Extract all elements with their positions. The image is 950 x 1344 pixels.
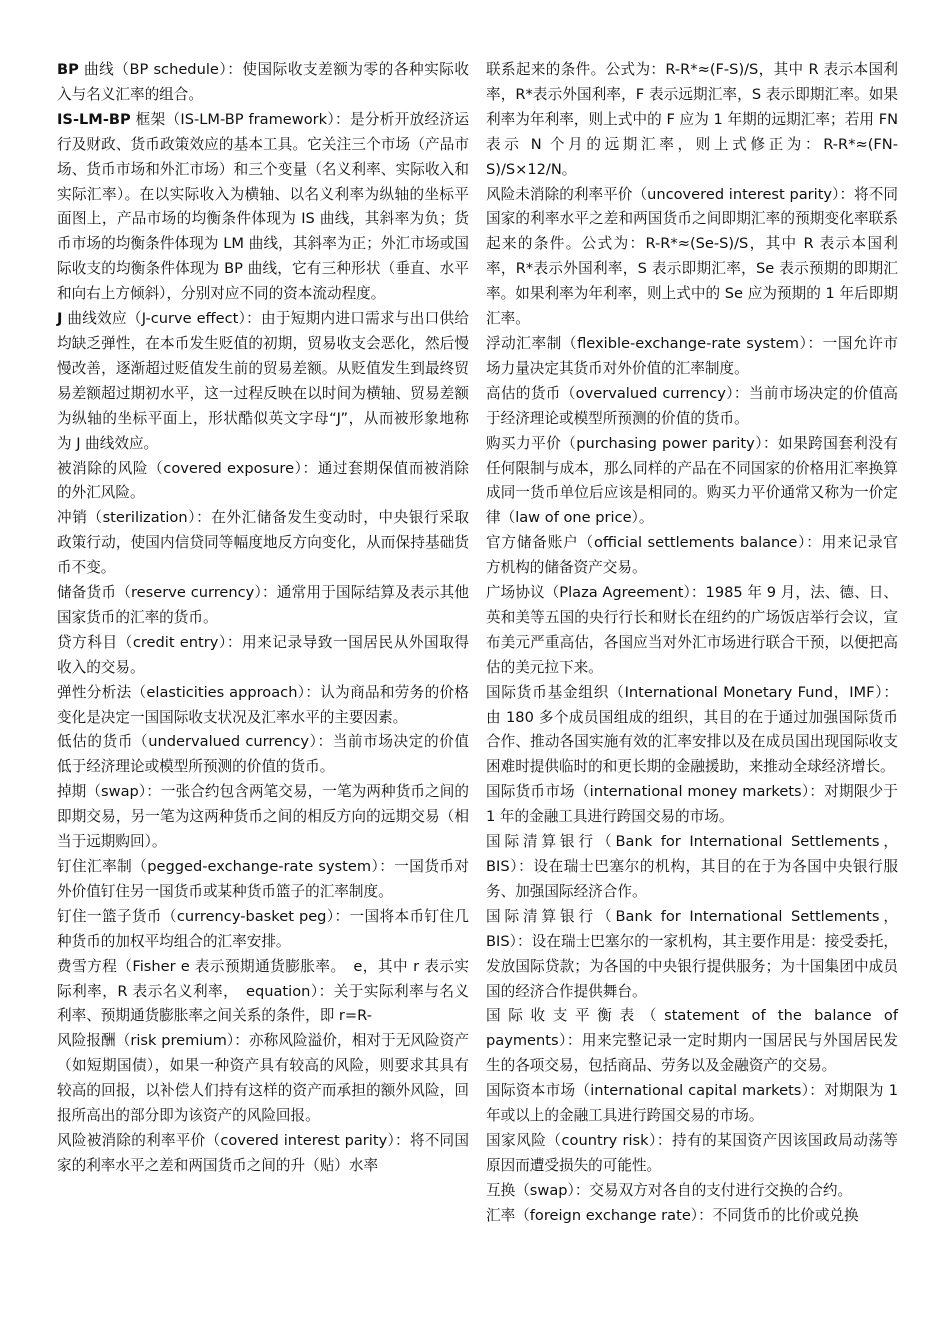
entry-text: 曲线（BP schedule）：使国际收支差额为零的各种实际收入与名义汇率的组合。 <box>57 61 469 103</box>
entry-term: BP <box>57 61 79 78</box>
entry-text: 广场协议（Plaza Agreement）：1985 年 9 月，法、德、日、英和美等五国的央行行长和财长在纽约的广场饭店举行会议，宣布美元严重高估，各国应当对外汇市场进行联合干预，以便把高估的美元拉下来。 <box>486 584 898 676</box>
entry-text: 曲线效应（J-curve effect）：由于短期内进口需求与出口供给均缺乏弹性，在本币发生贬值的初期，贸易收支会恶化，然后慢慢改善，逐渐超过贬值发生前的贸易差额。从贬值发生到最终贸易差额超过期初水平，这一过程反映在以时间为横轴、贸易差额为纵轴的坐标平面上，形状酷似英文字母“J”，从而被形象地称为 J 曲线效应。 <box>57 310 469 452</box>
entry-text: 弹性分析法（elasticities approach）：认为商品和劳务的价格变化是决定一国国际收支状况及汇率水平的主要因素。 <box>57 683 469 726</box>
entry-text: 国际清算银行（Bank for International Settlements，BIS）：设在瑞士巴塞尔的一家机构，其主要作用是：接受委托，发放国际贷款；为各国的中央银行提供服务；为十国集团中成员国的经济合作提供舞台。 <box>486 907 898 1000</box>
glossary-entry <box>486 58 898 183</box>
glossary-entry <box>486 780 898 830</box>
glossary-entry <box>57 581 469 631</box>
entry-text: 浮动汇率制（flexible-exchange-rate system）：一国允许市场力量决定其货币对外价值的汇率制度。 <box>486 334 898 377</box>
glossary-entry <box>57 457 469 507</box>
glossary-entry <box>486 1179 898 1204</box>
glossary-entry <box>486 581 898 681</box>
glossary-entry <box>486 183 898 332</box>
entry-text: 购买力平价（purchasing power parity）：如果跨国套利没有任何限制与成本，那么同样的产品在不同国家的价格用汇率换算成同一货币单位后应该是相同的。购买力平价通常又称为一价定律（law of one price）。 <box>486 434 898 527</box>
glossary-entry <box>57 58 469 108</box>
right-column <box>486 58 898 1229</box>
glossary-entry <box>57 631 469 681</box>
glossary-entry <box>486 830 898 905</box>
entry-text: 国际清算银行（Bank for International Settlements，BIS）：设在瑞士巴塞尔的机构，其目的在于为各国中央银行服务、加强国际经济合作。 <box>486 833 898 900</box>
entry-term: IS-LM-BP <box>57 110 131 128</box>
glossary-entry <box>486 432 898 532</box>
entry-text: 储备货币（reserve currency）：通常用于国际结算及表示其他国家货币的汇率的货币。 <box>57 584 469 626</box>
glossary-entry <box>57 780 469 855</box>
entry-text: 风险报酬（risk premium）：亦称风险溢价，相对于无风险资产（如短期国债），如果一种资产具有较高的风险，则要求其具有较高的回报，以补偿人们持有这样的资产而承担的额外风险，回报所高出的部分即为该资产的风险回报。 <box>57 1032 469 1125</box>
glossary-entry <box>486 1079 898 1129</box>
entry-text: 低估的货币（undervalued currency）：当前市场决定的价值低于经济理论或模型所预测的价值的货币。 <box>57 733 469 776</box>
entry-term: J <box>57 310 63 328</box>
entry-text: 冲销（sterilization）：在外汇储备发生变动时，中央银行采取政策行动，使国内信贷同等幅度地反方向变化，从而保持基础货币不变。 <box>57 509 469 577</box>
glossary-entry <box>486 382 898 432</box>
glossary-entry <box>486 1004 898 1079</box>
left-column <box>57 58 469 1179</box>
entry-text: 风险被消除的利率平价（covered interest parity）：将不同国家的利率水平之差和两国货币之间的升（贴）水率 <box>57 1131 469 1174</box>
glossary-entry <box>57 855 469 905</box>
glossary-entry <box>57 1129 469 1179</box>
glossary-entry <box>486 531 898 581</box>
entry-text: 国际货币基金组织（International Monetary Fund，IMF）：由 180 多个成员国组成的组织，其目的在于通过加强国际货币合作、推动各国实施有效的汇率安排以及在成员国出现国际收支困难时提供临时的和更长期的金融援助，来推动全球经济增长。 <box>486 683 898 776</box>
entry-text: 掉期（swap）：一张合约包含两笔交易，一笔为两种货币之间的即期交易，另一笔为这两种货币之间的相反方向的远期交易（相当于远期购回）。 <box>57 783 469 851</box>
glossary-entry <box>486 1129 898 1179</box>
glossary-entry <box>57 730 469 780</box>
glossary-entry <box>486 681 898 781</box>
entry-text: 国家风险（country risk）：持有的某国资产因该国政局动荡等原因而遭受损失的可能性。 <box>486 1131 898 1174</box>
entry-text: 高估的货币（overvalued currency）：当前市场决定的价值高于经济理论或模型所预测的价值的货币。 <box>486 384 898 427</box>
glossary-entry <box>57 506 469 581</box>
entry-text: 贷方科目（credit entry）：用来记录导致一国居民从外国取得收入的交易。 <box>57 633 469 676</box>
entry-text: 官方储备账户（official settlements balance）：用来记录官方机构的储备资产交易。 <box>486 534 898 577</box>
entry-text: 风险未消除的利率平价（uncovered interest parity）：将不同国家的利率水平之差和两国货币之间即期汇率的预期变化率联系起来的条件。公式为：R-R*≈(Se-S)/S，其中 R 表示本国利率，R*表示外国利率，S 表示即期汇率，Se 表示预期的即期汇率。如果利率为年利率，则上式中的 Se 应为预期的 1 年后即期汇率。 <box>486 185 898 328</box>
glossary-entry <box>57 108 469 307</box>
glossary-entry <box>57 307 469 456</box>
glossary-entry <box>486 905 898 1005</box>
glossary-entry <box>57 1029 469 1129</box>
entry-text: 费雪方程（Fisher e 表示预期通货膨胀率。 e，其中 r 表示实际利率，R 表示名义利率， equation）：关于实际利率与名义利率、预期通货膨胀率之间关系的条件，即 r=R- <box>57 957 469 1025</box>
entry-text: 框架（IS-LM-BP framework）：是分析开放经济运行及财政、货币政策效应的基本工具。它关注三个市场（产品市场、货币市场和外汇市场）和三个变量（名义利率、实际收入和实际汇率）。在以实际收入为横轴、以名义利率为纵轴的坐标平面图上，产品市场的均衡条件体现为 IS 曲线，其斜率为负；货币市场的均衡条件体现为 LM 曲线，其斜率为正；外汇市场或国际收支的均衡条件体现为 BP 曲线，它有三种形状（垂直、水平和向右上方倾斜），分别对应不同的资本流动程度。 <box>57 110 469 303</box>
glossary-entry <box>57 955 469 1030</box>
entry-text: 钉住一篮子货币（currency-basket peg）：一国将本币钉住几种货币的加权平均组合的汇率安排。 <box>57 907 469 950</box>
glossary-entry <box>57 905 469 955</box>
entry-text: 联系起来的条件。公式为：R-R*≈(F-S)/S，其中 R 表示本国利率，R*表示外国利率，F 表示远期汇率，S 表示即期汇率。如果利率为年利率，则上式中的 F 应为 1 年期的远期汇率；若用 FN 表示 N 个月的远期汇率，则上式修正为：R-R*≈(FN-S)/S×12/N。 <box>486 61 898 178</box>
entry-text: 汇率（foreign exchange rate）：不同货币的比价或兑换 <box>486 1206 859 1224</box>
glossary-entry <box>486 1204 898 1229</box>
glossary-entry <box>57 681 469 731</box>
entry-text: 钉住汇率制（pegged-exchange-rate system）：一国货币对外价值钉住另一国货币或某种货币篮子的汇率制度。 <box>57 858 469 900</box>
entry-text: 被消除的风险（covered exposure）：通过套期保值而被消除的外汇风险。 <box>57 459 469 502</box>
glossary-entry <box>486 332 898 382</box>
entry-text: 国际资本市场（international capital markets）：对期限为 1 年或以上的金融工具进行跨国交易的市场。 <box>486 1082 898 1125</box>
entry-text: 国际货币市场（international money markets）：对期限少于 1 年的金融工具进行跨国交易的市场。 <box>486 783 898 826</box>
entry-text: 互换（swap）：交易双方对各自的支付进行交换的合约。 <box>486 1181 853 1199</box>
entry-text: 国际收支平衡表（statement of the balance of payments）：用来完整记录一定时期内一国居民与外国居民发生的各项交易，包括商品、劳务以及金融资产的交易。 <box>486 1007 898 1075</box>
